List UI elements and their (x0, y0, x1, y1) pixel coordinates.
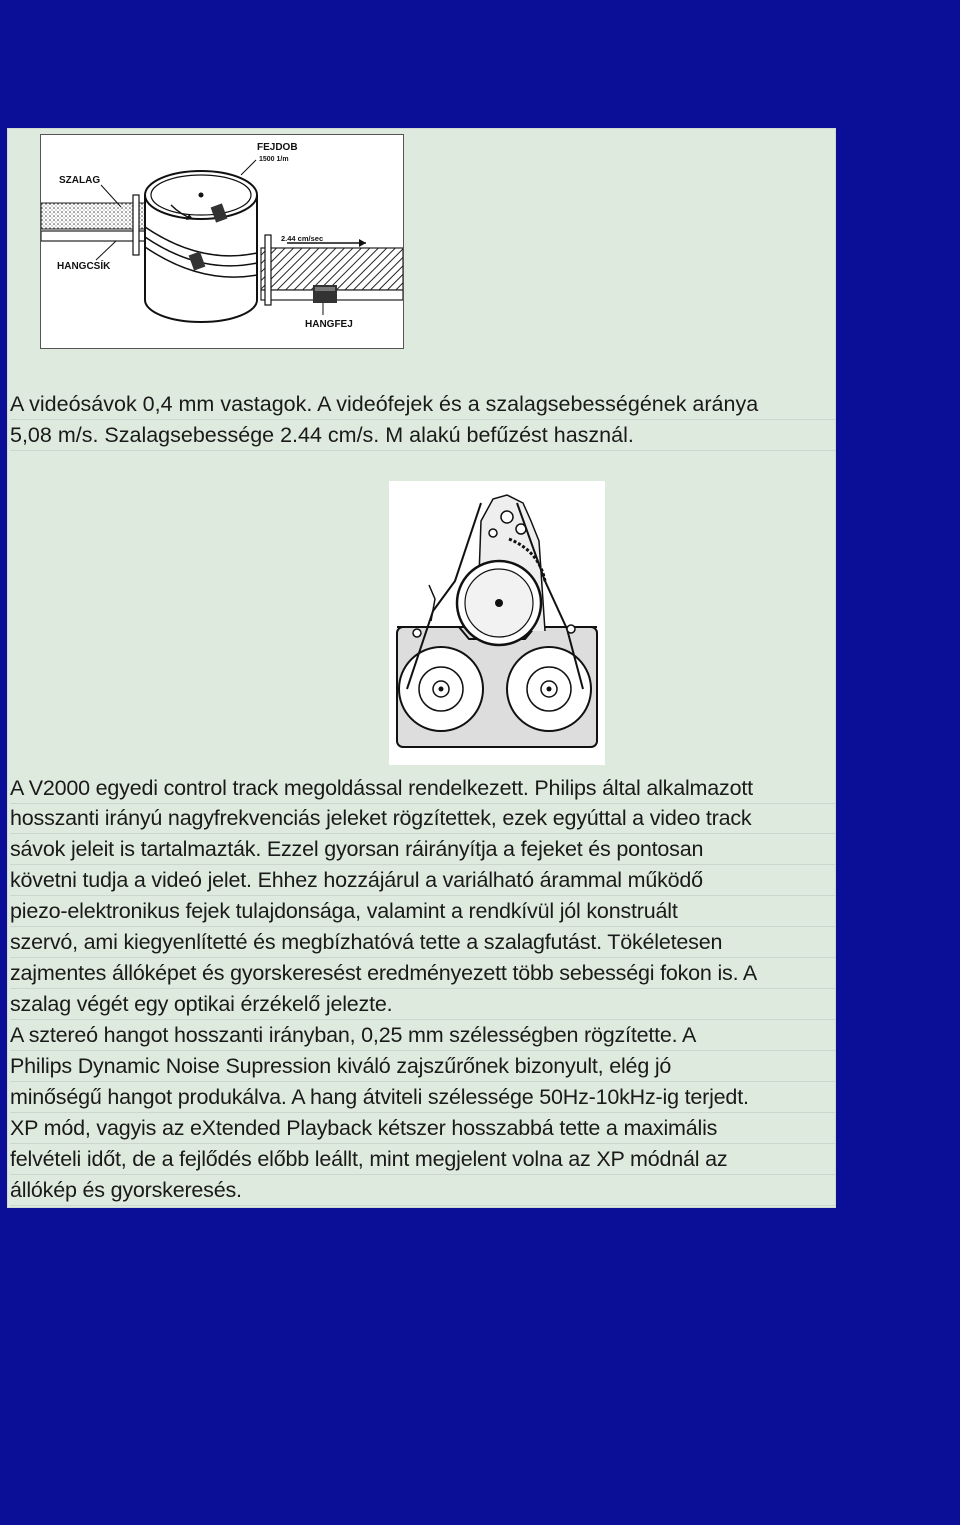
label-szalag: SZALAG (59, 175, 101, 186)
text-line: sávok jeleit is tartalmazták. Ezzel gyorsan ráirányítja a fejeket és pontosan (10, 834, 836, 865)
text-line: állókép és gyorskeresés. (10, 1175, 836, 1206)
label-hangcsik: HANGCSÍK (57, 261, 111, 272)
label-hangfej: HANGFEJ (305, 319, 353, 330)
text-line: minőségű hangot produkálva. A hang átviteli szélessége 50Hz-10kHz-ig terjedt. (10, 1082, 836, 1113)
text-line: A sztereó hangot hosszanti irányban, 0,25 mm szélességben rögzítette. A (10, 1020, 836, 1051)
text-line: A videósávok 0,4 mm vastagok. A videófejek és a szalagsebességének aránya (10, 389, 836, 420)
head-drum-figure (40, 134, 404, 349)
text-line: zajmentes állóképet és gyorskeresést eredményezett több sebességi fokon is. A (10, 958, 836, 989)
text-line: szalag végét egy optikai érzékelő jelezte. (10, 989, 836, 1020)
label-fejdob: FEJDOB (257, 142, 298, 153)
text-line: szervó, ami kiegyenlítetté és megbízhatóvá tette a szalagfutást. Tökéletesen (10, 927, 836, 958)
label-rpm: 1500 1/m (259, 156, 289, 163)
text-line: piezo-elektronikus fejek tulajdonsága, valamint a rendkívül jól konstruált (10, 896, 836, 927)
text-line: követni tudja a videó jelet. Ehhez hozzájárul a variálható árammal működő (10, 865, 836, 896)
cassette-threading-figure (389, 481, 605, 765)
text-line: felvételi időt, de a fejlődés előbb leállt, mint megjelent volna az XP módnál az (10, 1144, 836, 1175)
text-line: Philips Dynamic Noise Supression kiváló zajszűrőnek bizonyult, elég jó (10, 1051, 836, 1082)
label-speed: 2.44 cm/sec (281, 234, 324, 243)
text-line: 5,08 m/s. Szalagsebessége 2.44 cm/s. M alakú befűzést használ. (10, 420, 836, 451)
text-line: A V2000 egyedi control track megoldással rendelkezett. Philips által alkalmazott (10, 773, 836, 804)
text-line: hosszanti irányú nagyfrekvenciás jeleket rögzítettek, ezek egyúttal a video track (10, 803, 836, 834)
text-line: XP mód, vagyis az eXtended Playback kétszer hosszabbá tette a maximális (10, 1113, 836, 1144)
